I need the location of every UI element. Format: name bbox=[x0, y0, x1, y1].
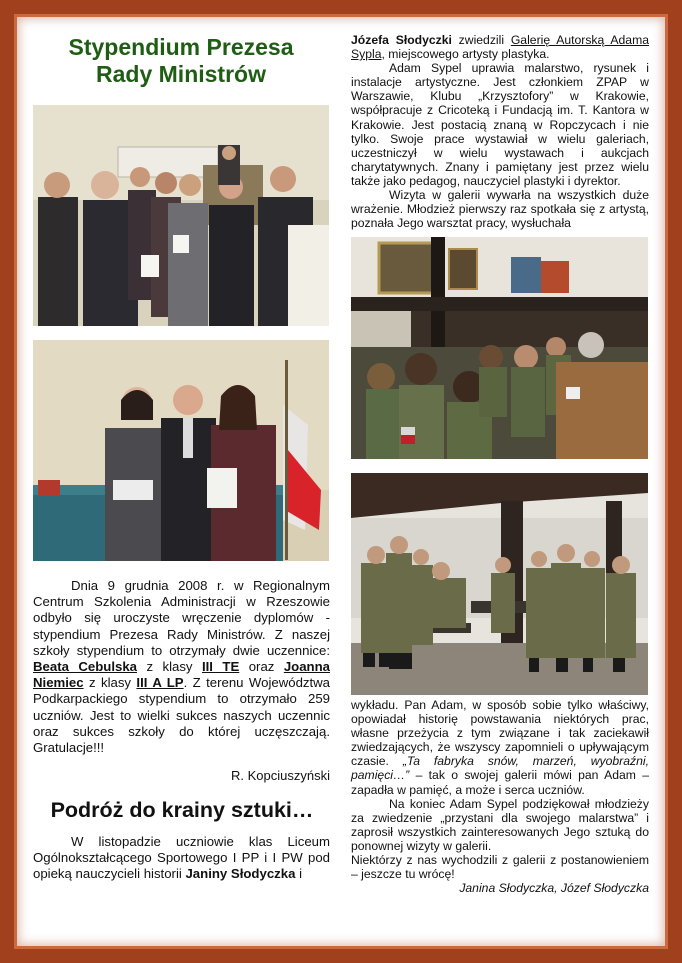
artist-quote: „Ta fabryka snów, marzeń, wyobraźni, pamięci…” bbox=[351, 754, 649, 783]
gallery-text-r4c: – tak o swojej galerii mówi pan Adam – zapadła w pamięć, a może i serca uczniów. bbox=[351, 768, 649, 797]
trip-intro-text: W listopadzie uczniowie klas Liceum Ogólnokształcącego Sportowego I PP i I PW pod opieką nauczycieli historii bbox=[33, 834, 330, 882]
gallery-link[interactable]: Galerię Autorską Adama Sypla bbox=[351, 33, 649, 62]
award-paragraph bbox=[33, 578, 330, 756]
teacher-name-1: Janiny Słodyczka bbox=[185, 866, 296, 882]
award-text-4: z klasy bbox=[83, 675, 137, 691]
section-title-art-trip: Podróż do krainy sztuki… bbox=[50, 798, 314, 822]
gallery-para-2 bbox=[351, 61, 649, 188]
gallery-text-r4a: wykładu. Pan Adam, w sposób sobie tylko właściwy, opowiadał historię powstawania niektórych prac, własne przeżycia z tym związane i tak zaciekawił zwiedzających, że wszyscy zapomnieli o upływającym czasie. bbox=[351, 698, 649, 769]
gallery-para-6 bbox=[351, 853, 649, 881]
student-name-2: Joanna Niemiec bbox=[33, 659, 330, 691]
signature-text-2: Janina Słodyczka, Józef Słodyczka bbox=[459, 881, 649, 896]
title-line-1: Stypendium Prezesa bbox=[68, 34, 294, 60]
teacher-name-2: Józefa Słodyczki bbox=[351, 33, 452, 47]
gallery-text-r6: Niektórzy z nas wychodzili z galerii z postanowieniem – jeszcze tu wrócę! bbox=[351, 853, 649, 882]
ceremony-photo-2 bbox=[33, 340, 329, 561]
award-text-2: z klasy bbox=[137, 659, 202, 675]
gallery-text-r1c: , miejscowego artysty plastyka. bbox=[381, 47, 550, 62]
gallery-text-bottom bbox=[351, 698, 649, 895]
gallery-text-r5: Na koniec Adam Sypel podziękował młodzieży za zwiedzenie „przystani dla swojego malarstwa” i zaprosił wszystkich zainteresowanych Jego sztuką do ponownej wizyty w galerii. bbox=[351, 796, 649, 853]
student-class-2: III A LP bbox=[136, 675, 184, 691]
gallery-para-4 bbox=[351, 698, 649, 797]
trip-intro-paragraph bbox=[33, 834, 330, 883]
gallery-text-r1b: zwiedzili bbox=[451, 33, 511, 47]
award-text-3: oraz bbox=[239, 659, 284, 675]
gallery-para-3 bbox=[351, 188, 649, 230]
author-signature-1: R. Kopciuszyński bbox=[231, 768, 330, 783]
gallery-text-r3: Wizyta w galerii wywarła na wszystkich duże wrażenie. Młodzież pierwszy raz spotkała się z artystą, poznała Jego warsztat pracy, wysłuchała bbox=[351, 188, 649, 231]
award-text-1: Dnia 9 grudnia 2008 r. w Regionalnym Centrum Szkolenia Administracji w Rzeszowie odbyło się uroczyste wręczenie dyplomów - stypendium Prezesa Rady Ministrów. Z naszej szkoły stypendium to otrzymały dwie uczennice: bbox=[33, 578, 330, 658]
student-class-1: III TE bbox=[201, 659, 240, 675]
gallery-para-1 bbox=[351, 33, 649, 61]
trip-intro-end: i bbox=[295, 866, 303, 882]
gallery-text-top bbox=[351, 33, 649, 230]
gallery-text-r2: Adam Sypel uprawia malarstwo, rysunek i instalacje artystyczne. Jest członkiem ZPAP w Warszawie, Klubu „Krzysztofory” w Krakowie, współpracuje z Cricoteką i Fundacją im. T. Kantora w Krakowie. Jest postacią znaną w Ropczycach i nie tylko. Swoje prace wystawiał w wielu galeriach, uczestniczył w wielu wystawach i aukcjach charytatywnych. Znany i pamiętany jest przez wielu także jako pedagog, nauczyciel plastyki i dyrektor. bbox=[351, 61, 649, 188]
title-line-2: Rady Ministrów bbox=[96, 61, 266, 87]
gallery-photo-1 bbox=[351, 237, 648, 459]
gallery-photo-2 bbox=[351, 473, 648, 695]
gallery-para-5 bbox=[351, 797, 649, 853]
student-name-1: Beata Cebulska bbox=[33, 659, 137, 675]
author-signature-2 bbox=[351, 881, 649, 895]
award-text-5: . Z terenu Województwa Podkarpackiego stypendium to otrzymało 259 uczniów. Jest to wielki sukces naszych uczennic oraz sukces szkoły do której uczęszczają. Gratulacje!!! bbox=[33, 675, 331, 756]
ceremony-photo-1 bbox=[33, 105, 329, 326]
page-title bbox=[34, 34, 328, 88]
